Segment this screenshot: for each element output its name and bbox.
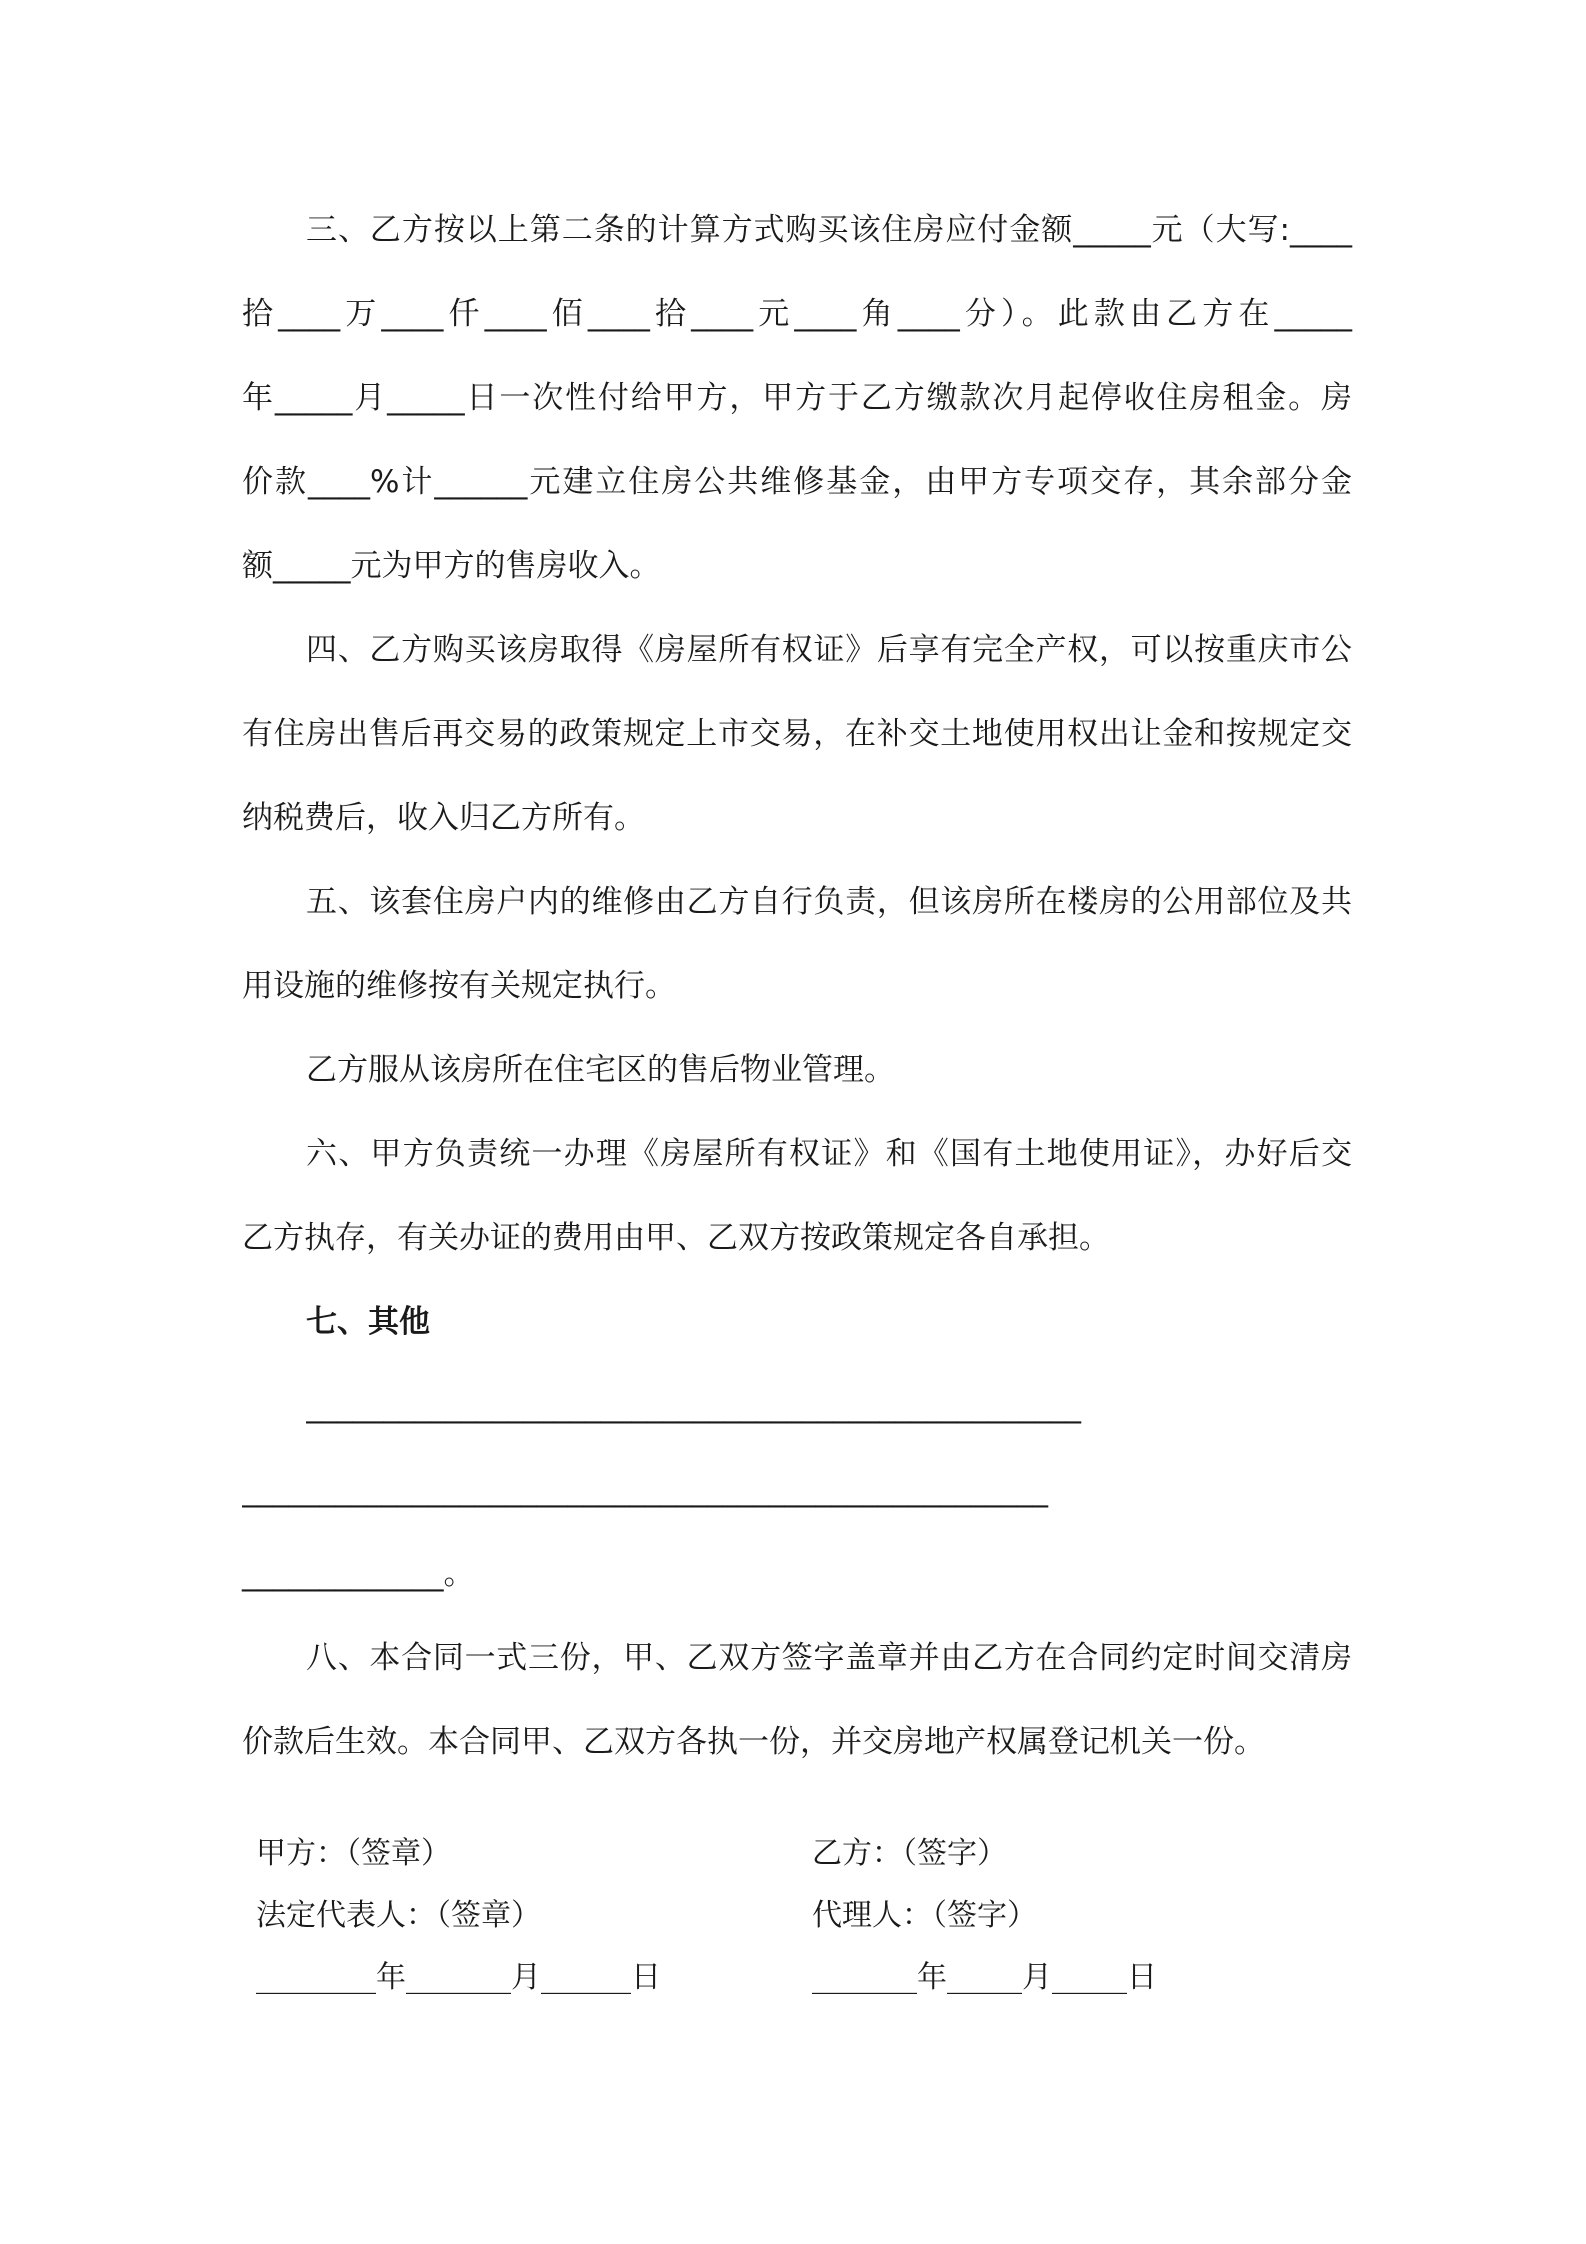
- party-a-signature: 甲方：（签章）: [256, 1836, 451, 1871]
- section-4-line-3: 纳税费后，收入归乙方所有。: [242, 800, 645, 836]
- section-5-line-1: 五、该套住房户内的维修由乙方自行负责，但该房所在楼房的公用部位及共: [306, 884, 1352, 920]
- section-3-line-3: 年_____月_____日一次性付给甲方，甲方于乙方缴款次月起停收住房租金。房: [242, 380, 1352, 416]
- section-4-line-1: 四、乙方购买该房取得《房屋所有权证》后享有完全产权，可以按重庆市公: [306, 632, 1352, 668]
- section-3-line-4: 价款____%计______元建立住房公共维修基金，由甲方专项交存，其余部分金: [242, 464, 1352, 500]
- party-b-signature: 乙方：（签字）: [812, 1836, 1007, 1871]
- section-3-line-5: 额_____元为甲方的售房收入。: [242, 548, 661, 584]
- section-7-blank-line-2: ____________________________________________________: [242, 1472, 1048, 1508]
- section-7-blank-line-1: __________________________________________________: [306, 1388, 1081, 1424]
- legal-representative-signature: 法定代表人：（签章）: [256, 1898, 541, 1933]
- section-7-title: 七、其他: [306, 1304, 430, 1340]
- party-b-date: _______年_____月_____日: [812, 1960, 1157, 1995]
- section-6-line-1: 六、甲方负责统一办理《房屋所有权证》和《国有土地使用证》，办好后交: [306, 1136, 1352, 1172]
- section-8-line-2: 价款后生效。本合同甲、乙双方各执一份，并交房地产权属登记机关一份。: [242, 1724, 1265, 1760]
- party-a-date: ________年_______月______日: [256, 1960, 661, 1995]
- section-8-line-1: 八、本合同一式三份，甲、乙双方签字盖章并由乙方在合同约定时间交清房: [306, 1640, 1352, 1676]
- section-3-line-2: 拾____万____仟____佰____拾____元____角____分）。此款由乙方在_____: [242, 296, 1352, 332]
- section-5-line-3: 乙方服从该房所在住宅区的售后物业管理。: [306, 1052, 895, 1088]
- section-4-line-2: 有住房出售后再交易的政策规定上市交易，在补交土地使用权出让金和按规定交: [242, 716, 1352, 752]
- agent-signature: 代理人：（签字）: [812, 1898, 1037, 1933]
- section-5-line-2: 用设施的维修按有关规定执行。: [242, 968, 676, 1004]
- section-7-blank-line-3: _____________。: [242, 1556, 475, 1592]
- section-3-line-1: 三、乙方按以上第二条的计算方式购买该住房应付金额_____元（大写:____: [306, 212, 1352, 248]
- section-6-line-2: 乙方执存，有关办证的费用由甲、乙双方按政策规定各自承担。: [242, 1220, 1110, 1256]
